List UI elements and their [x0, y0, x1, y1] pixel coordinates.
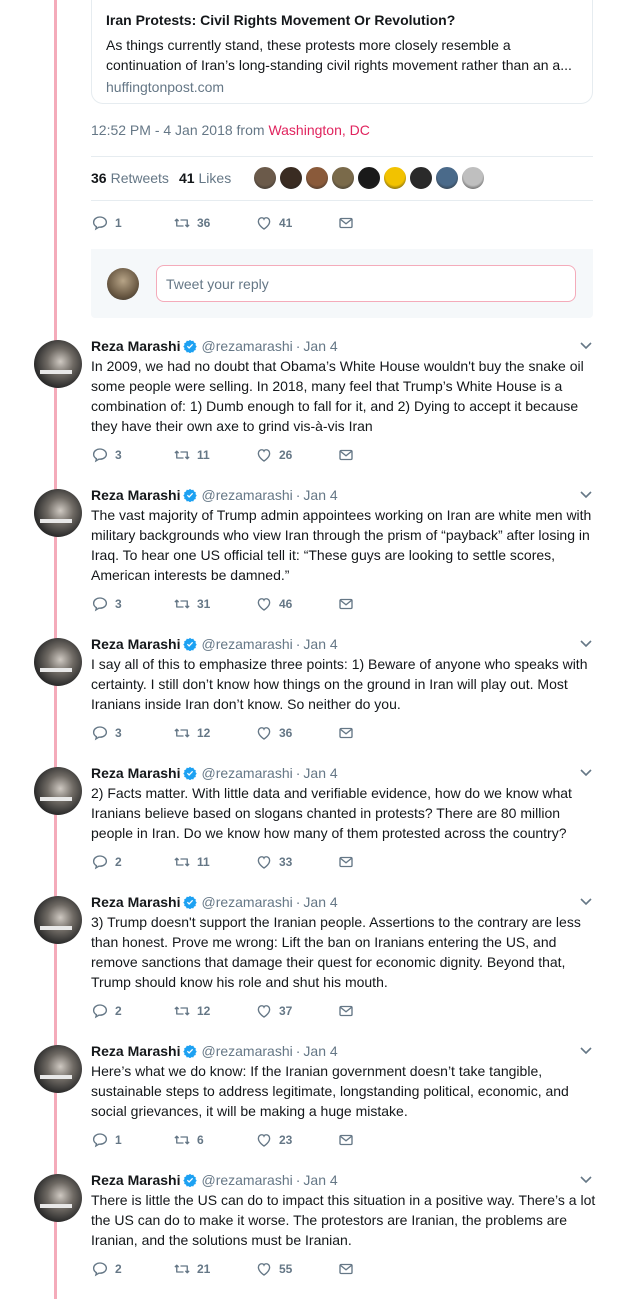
reply-button[interactable] [91, 214, 173, 232]
envelope-icon [337, 724, 355, 742]
author-handle[interactable]: @rezamarashi [201, 765, 293, 781]
dm-button[interactable] [337, 1131, 419, 1149]
reply-composer [91, 249, 593, 318]
author-name[interactable]: Reza Marashi [91, 765, 181, 781]
retweet-count: 11 [197, 448, 210, 462]
tweet-date[interactable]: Jan 4 [303, 765, 338, 781]
retweet-count: 12 [197, 1004, 211, 1018]
chevron-down-icon[interactable] [579, 896, 593, 906]
author-handle[interactable]: @rezamarashi [201, 487, 293, 503]
tweet-actions [91, 1002, 419, 1020]
separator-dot: · [295, 636, 301, 652]
location-link[interactable]: Washington, DC [268, 122, 370, 138]
dm-button[interactable] [337, 724, 419, 742]
liker-avatar[interactable] [461, 166, 485, 190]
reply-count: 2 [115, 855, 122, 869]
separator-dot: · [295, 338, 301, 354]
reply-icon [91, 595, 109, 613]
reply-icon [91, 1131, 109, 1149]
heart-icon [255, 1131, 273, 1149]
reply-count: 2 [115, 1004, 122, 1018]
card-domain: huffingtonpost.com [106, 79, 225, 95]
verified-badge-icon [183, 339, 197, 353]
liker-avatar[interactable] [435, 166, 459, 190]
dm-button[interactable] [337, 595, 419, 613]
reply-button[interactable] [91, 853, 173, 871]
author-avatar[interactable] [34, 896, 82, 944]
envelope-icon [337, 1002, 355, 1020]
retweet-count: 21 [197, 1262, 211, 1276]
reply-button[interactable] [91, 1260, 173, 1278]
chevron-down-icon[interactable] [579, 1045, 593, 1055]
author-handle[interactable]: @rezamarashi [201, 636, 293, 652]
liker-avatar[interactable] [305, 166, 329, 190]
chevron-down-icon[interactable] [579, 638, 593, 648]
tweet-header [91, 1172, 338, 1188]
envelope-icon [337, 1131, 355, 1149]
reply-count: 1 [115, 216, 122, 230]
tweet-text: The vast majority of Trump admin appointees working on Iran are white men with military backgrounds who view Iran through the prism of “payback” after losing in Iraq. To hear one US official tell it: “These guys are looking to settle scores, American interests be damned.” [91, 507, 592, 583]
reply-icon [91, 214, 109, 232]
retweet-icon [173, 1002, 191, 1020]
retweet-button[interactable] [173, 595, 255, 613]
tweet-actions [91, 1260, 419, 1278]
heart-icon [255, 1002, 273, 1020]
author-avatar[interactable] [34, 638, 82, 686]
retweet-icon [173, 1131, 191, 1149]
tweet-header [91, 765, 338, 781]
retweet-button[interactable] [173, 1131, 255, 1149]
tweet-header [91, 1043, 338, 1059]
tweet-text: Here’s what we do know: If the Iranian government doesn’t take tangible, sustainable steps to address legitimate, longstanding political, economic, and social grievances, it will be making a huge mistake. [91, 1063, 569, 1119]
tweet-timestamp [91, 122, 370, 138]
tweet-header [91, 487, 338, 503]
like-count: 55 [279, 1262, 293, 1276]
likes-count: 41 [178, 170, 195, 186]
author-name[interactable]: Reza Marashi [91, 636, 181, 652]
retweet-icon [173, 214, 191, 232]
author-name[interactable]: Reza Marashi [91, 487, 181, 503]
chevron-down-icon[interactable] [579, 340, 593, 350]
verified-badge-icon [183, 637, 197, 651]
tweet-date[interactable]: Jan 4 [303, 1043, 338, 1059]
tweet-text: 3) Trump doesn't support the Iranian people. Assertions to the contrary are less than honest. Prove me wrong: Lift the ban on Iranians entering the US, and remove sanctions that damage their quest for economic dignity. Beyond that, Trump should know his role and shut his mouth. [91, 914, 581, 990]
liker-avatar[interactable] [409, 166, 433, 190]
tweet-date[interactable]: Jan 4 [303, 636, 338, 652]
verified-badge-icon [183, 766, 197, 780]
author-avatar[interactable] [34, 1045, 82, 1093]
main-tweet-actions [91, 214, 419, 232]
retweet-button[interactable] [173, 1260, 255, 1278]
retweet-icon [173, 595, 191, 613]
author-name[interactable]: Reza Marashi [91, 338, 181, 354]
like-count: 41 [279, 216, 293, 230]
retweets-label: Retweets [110, 170, 169, 186]
like-count: 37 [279, 1004, 293, 1018]
chevron-down-icon[interactable] [579, 1174, 593, 1184]
like-button[interactable] [255, 214, 337, 232]
author-handle[interactable]: @rezamarashi [201, 1043, 293, 1059]
retweet-count: 12 [197, 726, 211, 740]
reply-count: 1 [115, 1133, 122, 1147]
tweet-date[interactable]: Jan 4 [303, 894, 338, 910]
divider [91, 156, 593, 157]
heart-icon [255, 724, 273, 742]
verified-badge-icon [183, 1044, 197, 1058]
like-count: 33 [279, 855, 293, 869]
author-name[interactable]: Reza Marashi [91, 1043, 181, 1059]
reply-button[interactable] [91, 724, 173, 742]
reply-count: 2 [115, 1262, 122, 1276]
current-user-avatar [107, 268, 139, 300]
dm-button[interactable] [337, 1002, 419, 1020]
tweet-actions [91, 446, 419, 464]
reply-icon [91, 446, 109, 464]
author-avatar[interactable] [34, 767, 82, 815]
card-description-line1: As things currently stand, these protests more closely resemble a [106, 37, 511, 53]
chevron-down-icon[interactable] [579, 489, 593, 499]
envelope-icon [337, 214, 355, 232]
envelope-icon [337, 1260, 355, 1278]
heart-icon [255, 446, 273, 464]
author-name[interactable]: Reza Marashi [91, 894, 181, 910]
like-button[interactable] [255, 853, 337, 871]
liker-avatar[interactable] [253, 166, 277, 190]
author-avatar[interactable] [34, 340, 82, 388]
retweet-icon [173, 724, 191, 742]
heart-icon [255, 853, 273, 871]
reply-button[interactable] [91, 595, 173, 613]
like-button[interactable] [255, 595, 337, 613]
likes-label: Likes [198, 170, 232, 186]
author-avatar[interactable] [34, 1174, 82, 1222]
author-name[interactable]: Reza Marashi [91, 1172, 181, 1188]
retweet-button[interactable] [173, 214, 255, 232]
dm-button[interactable] [337, 853, 419, 871]
tweet-actions [91, 853, 419, 871]
engagement-stats [91, 162, 241, 194]
chevron-down-icon[interactable] [579, 767, 593, 777]
tweet-date[interactable]: Jan 4 [303, 338, 338, 354]
tweet-actions [91, 724, 419, 742]
tweet-text: 2) Facts matter. With little data and verifiable evidence, how do we know what Iranians believe based on slogans chanted in protests? There are 80 million people in Iran. Do we know how many of them protested across the country? [91, 785, 572, 841]
reply-icon [91, 853, 109, 871]
dm-button[interactable] [337, 1260, 419, 1278]
separator-dot: · [295, 765, 301, 781]
reply-count: 3 [115, 448, 122, 462]
verified-badge-icon [183, 1173, 197, 1187]
like-button[interactable] [255, 446, 337, 464]
author-handle[interactable]: @rezamarashi [201, 894, 293, 910]
retweet-icon [173, 1260, 191, 1278]
card-title: Iran Protests: Civil Rights Movement Or Revolution? [106, 12, 456, 28]
retweet-icon [173, 853, 191, 871]
liker-avatar[interactable] [383, 166, 407, 190]
reply-count: 3 [115, 726, 122, 740]
envelope-icon [337, 853, 355, 871]
like-count: 46 [279, 597, 293, 611]
link-preview-card[interactable] [91, 0, 593, 104]
verified-badge-icon [183, 488, 197, 502]
retweet-button[interactable] [173, 1002, 255, 1020]
retweet-count: 11 [197, 855, 210, 869]
author-avatar[interactable] [34, 489, 82, 537]
tweet-text: I say all of this to emphasize three points: 1) Beware of anyone who speaks with certainty. I still don’t know how things on the ground in Iran will play out. Most Iranians inside Iran don’t know. So neither do you. [91, 656, 588, 712]
author-handle[interactable]: @rezamarashi [201, 1172, 293, 1188]
separator-dot: · [295, 1043, 301, 1059]
separator-dot: · [295, 894, 301, 910]
separator-dot: · [295, 1172, 301, 1188]
like-button[interactable] [255, 1131, 337, 1149]
retweet-count: 31 [197, 597, 211, 611]
likes-stat[interactable] [179, 170, 231, 186]
dm-button[interactable] [337, 214, 419, 232]
tweet-date[interactable]: Jan 4 [303, 1172, 338, 1188]
dm-button[interactable] [337, 446, 419, 464]
reply-icon [91, 1002, 109, 1020]
envelope-icon [337, 446, 355, 464]
retweets-stat[interactable] [91, 170, 169, 186]
tweet-header [91, 894, 338, 910]
divider [91, 200, 593, 201]
heart-icon [255, 595, 273, 613]
retweet-button[interactable] [173, 724, 255, 742]
retweet-button[interactable] [173, 446, 255, 464]
like-count: 23 [279, 1133, 293, 1147]
like-button[interactable] [255, 1002, 337, 1020]
timestamp-text: 12:52 PM - 4 Jan 2018 from [91, 122, 269, 138]
retweet-button[interactable] [173, 853, 255, 871]
tweet-text: In 2009, we had no doubt that Obama’s White House wouldn't buy the snake oil some people were selling. In 2018, many feel that Trump’s White House is a combination of: 1) Dumb enough to fall for it, and 2) Dying to accept it because they have their own axe to grind vis-à-vis Iran [91, 358, 584, 434]
separator-dot: · [295, 487, 301, 503]
retweet-icon [173, 446, 191, 464]
tweet-actions [91, 1131, 419, 1149]
reply-icon [91, 724, 109, 742]
liker-avatar[interactable] [331, 166, 355, 190]
tweet-header [91, 338, 338, 354]
like-count: 36 [279, 726, 293, 740]
likers-avatars [253, 166, 487, 190]
tweet-header [91, 636, 338, 652]
retweet-count: 6 [197, 1133, 204, 1147]
author-handle[interactable]: @rezamarashi [201, 338, 293, 354]
liker-avatar[interactable] [357, 166, 381, 190]
reply-button[interactable] [91, 1002, 173, 1020]
reply-button[interactable] [91, 446, 173, 464]
envelope-icon [337, 595, 355, 613]
retweets-count: 36 [91, 170, 107, 186]
reply-input[interactable]: Tweet your reply [156, 265, 576, 302]
tweet-text: There is little the US can do to impact this situation in a positive way. There’s a lot the US can do to make it worse. The protestors are Iranian, the problems are Iranian, and the solutions must be Iranian. [91, 1192, 596, 1248]
reply-button[interactable] [91, 1131, 173, 1149]
card-description-line2: continuation of Iran’s long-standing civil rights movement rather than an a... [106, 57, 572, 73]
tweet-date[interactable]: Jan 4 [303, 487, 338, 503]
like-button[interactable] [255, 724, 337, 742]
liker-avatar[interactable] [279, 166, 303, 190]
retweet-count: 36 [197, 216, 211, 230]
like-button[interactable] [255, 1260, 337, 1278]
reply-icon [91, 1260, 109, 1278]
heart-icon [255, 214, 273, 232]
reply-count: 3 [115, 597, 122, 611]
tweet-actions [91, 595, 419, 613]
heart-icon [255, 1260, 273, 1278]
like-count: 26 [279, 448, 293, 462]
verified-badge-icon [183, 895, 197, 909]
